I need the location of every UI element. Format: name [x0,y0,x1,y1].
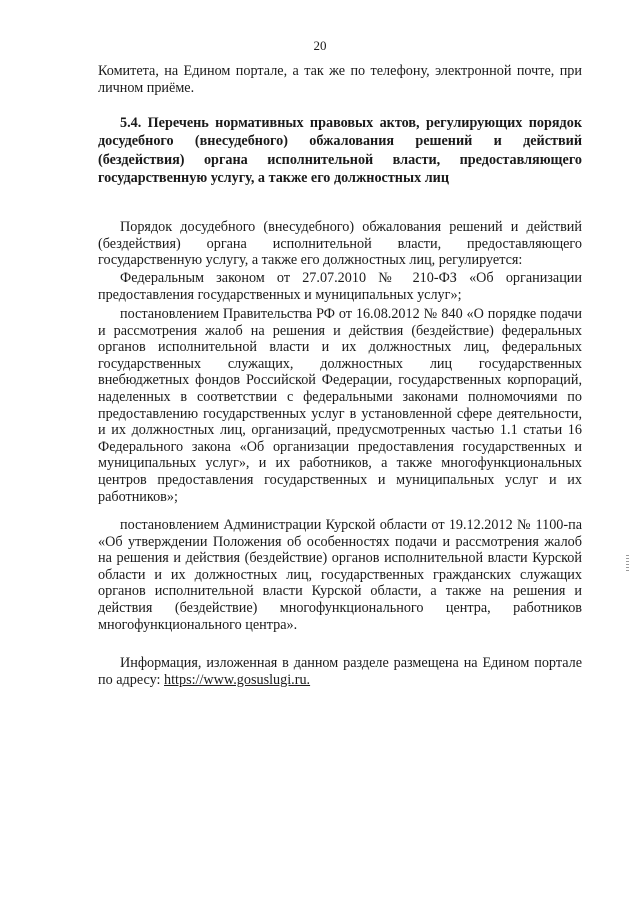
paragraph-5-text: Информация, изложенная в данном разделе размещена на Едином портале по адресу: [98,655,582,688]
paragraph-4: постановлением Администрации Курской области от 19.12.2012 № 1100-па «Об утверждении Положения об особенностях подачи и рассмотрения жалоб на решения и действия (бездействие) органов исполнительной власти Курской области и их должностных лиц, государственных гражданских служащих органов исполнительной власти Курской области, а также на решения и действия (бездействие) многофункционального центра, работников многофункционального центра». [98,517,582,633]
page-number: 20 [313,38,327,53]
paragraph-1: Порядок досудебного (внесудебного) обжалования решений и действий (бездействия) органа исполнительной власти, предоставляющего государственную услугу, а также его должностных лиц, регулируется: [98,219,582,269]
portal-link[interactable]: https://www.gosuslugi.ru. [164,671,311,688]
scan-margin-mark [626,555,629,573]
paragraph-2: Федеральным законом от 27.07.2010 № 210-ФЗ «Об организации предоставления государственных и муниципальных услуг»; [98,270,582,303]
paragraph-3: постановлением Правительства РФ от 16.08.2012 № 840 «О порядке подачи и рассмотрения жалоб на решения и действия (бездействие) федеральных органов исполнительной власти и их должностных лиц, федеральных государственных служащих, должностных лиц государственных внебюджетных фондов Российской Федерации, государственных корпораций, наделенных в соответствии с федеральными законами полномочиями по предоставлению государственных услуг в установленной сфере деятельности, и их должностных лиц, организаций, предусмотренных частью 1.1 статьи 16 Федерального закона «Об организации предоставления государственных и муниципальных услуг», и их работников, а также многофункциональных центров предоставления государственных и муниципальных услуг и их работников»; [98,306,582,505]
paragraph-5 [98,655,582,688]
intro-paragraph: Комитета, на Едином портале, а так же по телефону, электронной почте, при личном приёме. [98,63,582,96]
section-heading: 5.4. Перечень нормативных правовых актов, регулирующих порядок досудебного (внесудебного) обжалования решений и действий (бездействия) органа исполнительной власти, предоставляющего государственную услугу, а также его должностных лиц [98,115,582,186]
